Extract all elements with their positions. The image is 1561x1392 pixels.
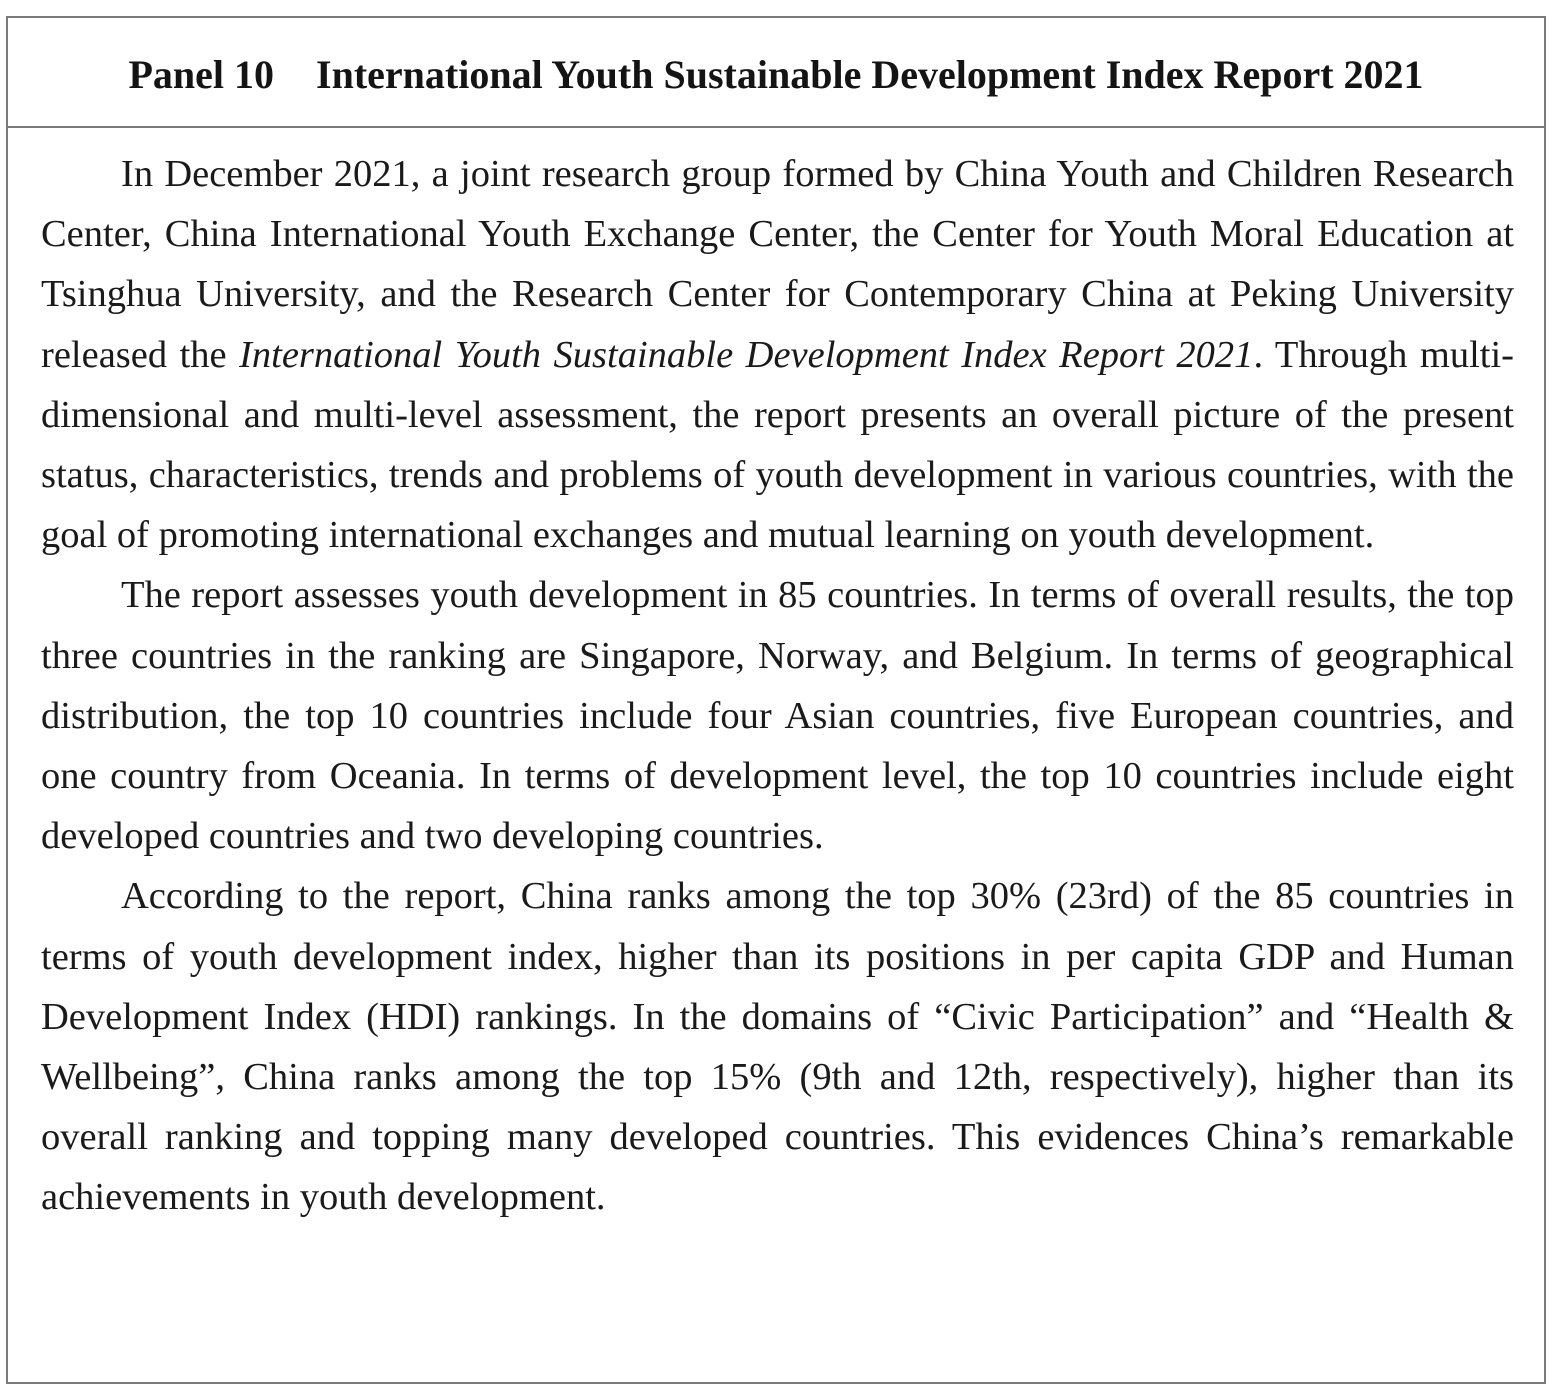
panel-number: Panel 10: [128, 51, 275, 97]
panel-header: [8, 18, 1544, 128]
report-title-italic: International Youth Sustainable Development Index Report 2021: [239, 333, 1254, 376]
paragraph-1-text-start: In December 2021, a joint research group formed by China Youth and Children Research Center, China International Youth Exchange Center, the Center for Youth Moral Education at Tsinghua University, and the Research Center for Contemporary China at Peking University released the: [41, 153, 1514, 376]
paragraph-2: The report assesses youth development in 85 countries. In terms of overall results, the top three countries in the ranking are Singapore, Norway, and Belgium. In terms of geographical distribution, the top 10 countries include four Asian countries, five European countries, and one country from Oceania. In terms of development level, the top 10 countries include eight developed countries and two developing countries.: [41, 574, 1514, 858]
paragraph-3: According to the report, China ranks among the top 30% (23rd) of the 85 countries in terms of youth development index, higher than its positions in per capita GDP and Human Development Index (HDI) rankings. In the domains of “Civic Participation” and “Health & Wellbeing”, China ranks among the top 15% (9th and 12th, respectively), higher than its overall ranking and topping many developed countries. This evidences China’s remarkable achievements in youth development.: [41, 875, 1514, 1219]
panel-title: [128, 51, 1423, 98]
paragraph-1: [41, 144, 1514, 565]
panel-body: [8, 128, 1544, 1228]
panel-title-text: International Youth Sustainable Development Index Report 2021: [316, 51, 1424, 97]
panel-box: [6, 16, 1546, 1384]
paragraph-1-text-end: . Through multi-dimensional and multi-level assessment, the report presents an overall picture of the present status, characteristics, trends and problems of youth development in various countries, with the goal of promoting international exchanges and mutual learning on youth development.: [41, 333, 1514, 557]
